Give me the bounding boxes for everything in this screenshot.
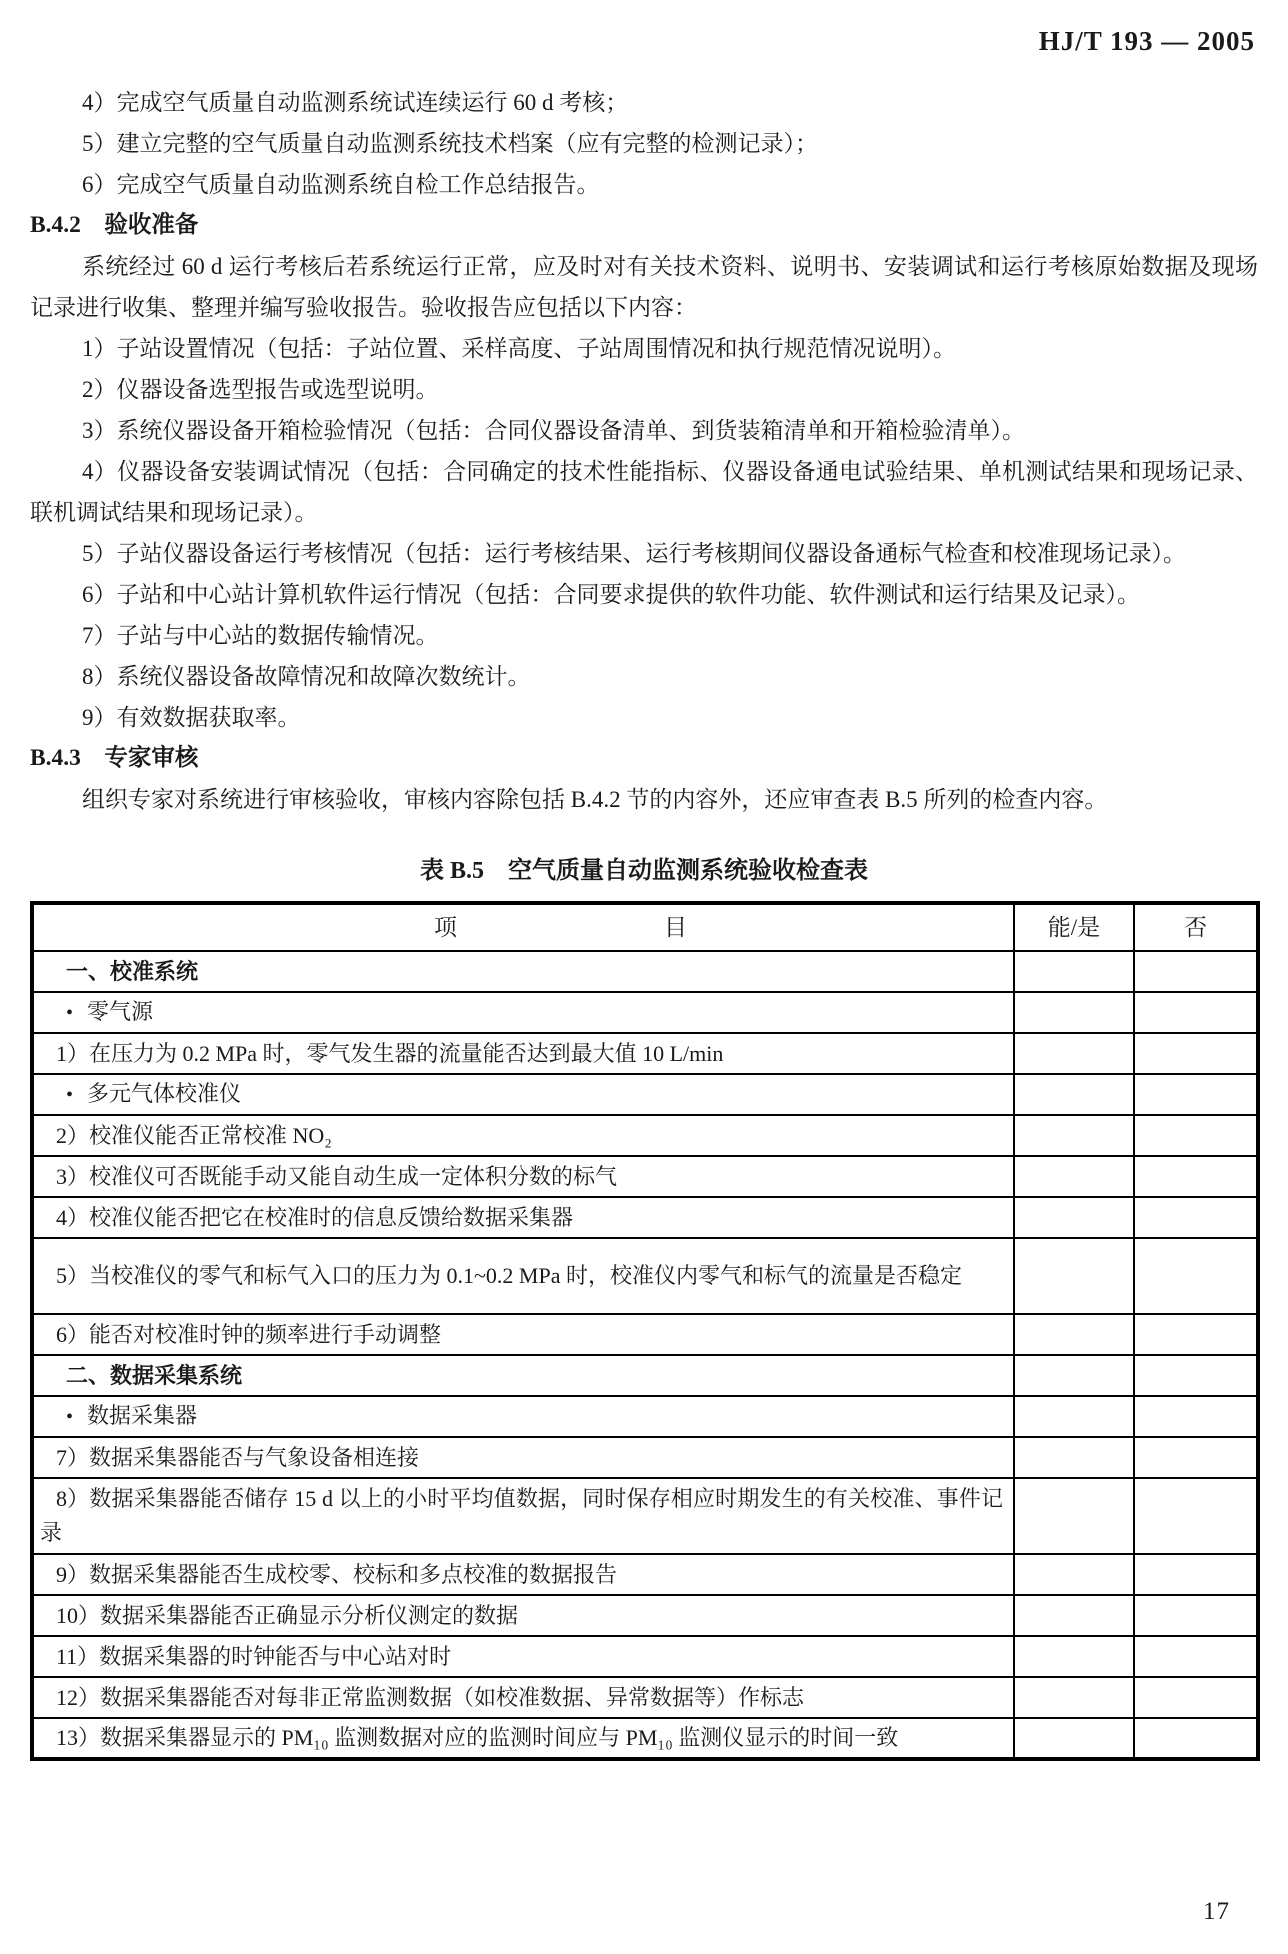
table-row bbox=[32, 1238, 1258, 1314]
answer-yes-cell bbox=[1014, 992, 1134, 1033]
answer-no-cell bbox=[1134, 1718, 1258, 1759]
list-item: 6）完成空气质量自动监测系统自检工作总结报告。 bbox=[82, 172, 600, 197]
list-item: 9）有效数据获取率。 bbox=[82, 705, 301, 730]
table-row-section bbox=[32, 1355, 1258, 1396]
row-label-cell bbox=[32, 1074, 1014, 1115]
row-label: 1）在压力为 0.2 MPa 时，零气发生器的流量能否达到最大值 10 L/min bbox=[32, 1033, 1014, 1074]
answer-no-cell bbox=[1134, 1437, 1258, 1478]
answer-yes-cell bbox=[1014, 1677, 1134, 1718]
answer-no-cell bbox=[1134, 1478, 1258, 1554]
row-label: 5）当校准仪的零气和标气入口的压力为 0.1~0.2 MPa 时，校准仪内零气和标气的流量是否稳定 bbox=[32, 1238, 1014, 1314]
answer-no-cell bbox=[1134, 951, 1258, 992]
list-item: 5）子站仪器设备运行考核情况（包括：运行考核结果、运行考核期间仪器设备通标气检查和校准现场记录）。 bbox=[82, 541, 1186, 566]
answer-yes-cell bbox=[1014, 1355, 1134, 1396]
answer-yes-cell bbox=[1014, 1595, 1134, 1636]
row-label-cell bbox=[32, 992, 1014, 1033]
acceptance-check-table bbox=[30, 901, 1260, 1761]
section-heading-b43: B.4.3 专家审核 bbox=[30, 745, 199, 771]
table-row bbox=[32, 1197, 1258, 1238]
answer-yes-cell bbox=[1014, 1115, 1134, 1156]
answer-no-cell bbox=[1134, 1677, 1258, 1718]
table-header-row bbox=[32, 903, 1258, 951]
table-row bbox=[32, 1554, 1258, 1595]
bullet-icon: • bbox=[66, 1084, 74, 1106]
answer-no-cell bbox=[1134, 992, 1258, 1033]
row-label: 7）数据采集器能否与气象设备相连接 bbox=[32, 1437, 1014, 1478]
table-row bbox=[32, 1595, 1258, 1636]
paragraph-b42: 系统经过 60 d 运行考核后若系统运行正常，应及时对有关技术资料、说明书、安装调试和运行考核原始数据及现场记录进行收集、整理并编写验收报告。验收报告应包括以下内容： bbox=[30, 254, 1258, 320]
list-item: 3）系统仪器设备开箱检验情况（包括：合同仪器设备清单、到货装箱清单和开箱检验清单）。 bbox=[82, 418, 1025, 443]
bullet-icon: • bbox=[66, 1406, 74, 1428]
answer-no-cell bbox=[1134, 1314, 1258, 1355]
table-row-section bbox=[32, 951, 1258, 992]
table-row bbox=[32, 1677, 1258, 1718]
answer-no-cell bbox=[1134, 1554, 1258, 1595]
list-item: 7）子站与中心站的数据传输情况。 bbox=[82, 623, 439, 648]
row-label: 10）数据采集器能否正确显示分析仪测定的数据 bbox=[32, 1595, 1014, 1636]
table-row bbox=[32, 1314, 1258, 1355]
row-label: 6）能否对校准时钟的频率进行手动调整 bbox=[32, 1314, 1014, 1355]
row-label: 9）数据采集器能否生成校零、校标和多点校准的数据报告 bbox=[32, 1554, 1014, 1595]
page-number: 17 bbox=[1203, 1898, 1230, 1925]
table-row bbox=[32, 1156, 1258, 1197]
answer-yes-cell bbox=[1014, 1437, 1134, 1478]
answer-yes-cell bbox=[1014, 1478, 1134, 1554]
paragraph-b43: 组织专家对系统进行审核验收，审核内容除包括 B.4.2 节的内容外，还应审查表 B.5 所列的检查内容。 bbox=[82, 787, 1108, 812]
answer-yes-cell bbox=[1014, 1238, 1134, 1314]
row-label: 2）校准仪能否正常校准 NO₂ bbox=[32, 1115, 1014, 1156]
table-row bbox=[32, 1718, 1258, 1759]
answer-no-cell bbox=[1134, 1033, 1258, 1074]
answer-yes-cell bbox=[1014, 1074, 1134, 1115]
answer-no-cell bbox=[1134, 1074, 1258, 1115]
answer-no-cell bbox=[1134, 1238, 1258, 1314]
answer-no-cell bbox=[1134, 1636, 1258, 1677]
list-item: 4）仪器设备安装调试情况（包括：合同确定的技术性能指标、仪器设备通电试验结果、单机测试结果和现场记录、联机调试结果和现场记录）。 bbox=[30, 459, 1258, 525]
row-label: 11）数据采集器的时钟能否与中心站对时 bbox=[32, 1636, 1014, 1677]
list-item: 4）完成空气质量自动监测系统试连续运行 60 d 考核； bbox=[82, 90, 629, 115]
row-label: 二、数据采集系统 bbox=[32, 1355, 1014, 1396]
answer-no-cell bbox=[1134, 1115, 1258, 1156]
answer-no-cell bbox=[1134, 1396, 1258, 1437]
list-item: 1）子站设置情况（包括：子站位置、采样高度、子站周围情况和执行规范情况说明）。 bbox=[82, 336, 956, 361]
row-label: 数据采集器 bbox=[87, 1403, 198, 1428]
answer-yes-cell bbox=[1014, 1033, 1134, 1074]
row-label: 多元气体校准仪 bbox=[87, 1081, 242, 1106]
row-label: 13）数据采集器显示的 PM₁₀ 监测数据对应的监测时间应与 PM₁₀ 监测仪显示的时间一致 bbox=[32, 1718, 1014, 1759]
header-cell-item: 项 目 bbox=[32, 903, 1014, 951]
table-row-bullet bbox=[32, 1396, 1258, 1437]
list-item: 5）建立完整的空气质量自动监测系统技术档案（应有完整的检测记录）； bbox=[82, 131, 818, 156]
row-label: 8）数据采集器能否储存 15 d 以上的小时平均值数据，同时保存相应时期发生的有关校准、事件记录 bbox=[32, 1478, 1014, 1554]
answer-yes-cell bbox=[1014, 1156, 1134, 1197]
answer-no-cell bbox=[1134, 1156, 1258, 1197]
section-heading-b42: B.4.2 验收准备 bbox=[30, 212, 199, 238]
answer-no-cell bbox=[1134, 1595, 1258, 1636]
list-item: 6）子站和中心站计算机软件运行情况（包括：合同要求提供的软件功能、软件测试和运行结果及记录）。 bbox=[82, 582, 1140, 607]
answer-yes-cell bbox=[1014, 1197, 1134, 1238]
table-row-bullet bbox=[32, 992, 1258, 1033]
row-label: 一、校准系统 bbox=[32, 951, 1014, 992]
row-label: 4）校准仪能否把它在校准时的信息反馈给数据采集器 bbox=[32, 1197, 1014, 1238]
answer-yes-cell bbox=[1014, 1314, 1134, 1355]
list-item: 2）仪器设备选型报告或选型说明。 bbox=[82, 377, 439, 402]
table-row-bullet bbox=[32, 1074, 1258, 1115]
answer-no-cell bbox=[1134, 1355, 1258, 1396]
row-label: 12）数据采集器能否对每非正常监测数据（如校准数据、异常数据等）作标志 bbox=[32, 1677, 1014, 1718]
row-label: 3）校准仪可否既能手动又能自动生成一定体积分数的标气 bbox=[32, 1156, 1014, 1197]
answer-yes-cell bbox=[1014, 1554, 1134, 1595]
answer-yes-cell bbox=[1014, 1718, 1134, 1759]
table-title: 表 B.5 空气质量自动监测系统验收检查表 bbox=[419, 858, 868, 884]
list-item: 8）系统仪器设备故障情况和故障次数统计。 bbox=[82, 664, 531, 689]
bullet-icon: • bbox=[66, 1002, 74, 1024]
table-row bbox=[32, 1478, 1258, 1554]
table-row bbox=[32, 1033, 1258, 1074]
answer-yes-cell bbox=[1014, 951, 1134, 992]
page-content bbox=[30, 82, 1258, 1761]
table-row bbox=[32, 1115, 1258, 1156]
header-cell-yes: 能/是 bbox=[1014, 903, 1134, 951]
table-row bbox=[32, 1636, 1258, 1677]
row-label: 零气源 bbox=[87, 999, 154, 1024]
row-label-cell bbox=[32, 1396, 1014, 1437]
answer-no-cell bbox=[1134, 1197, 1258, 1238]
table-row bbox=[32, 1437, 1258, 1478]
doc-number: HJ/T 193 — 2005 bbox=[1038, 26, 1255, 56]
header-cell-no: 否 bbox=[1134, 903, 1258, 951]
answer-yes-cell bbox=[1014, 1396, 1134, 1437]
answer-yes-cell bbox=[1014, 1636, 1134, 1677]
